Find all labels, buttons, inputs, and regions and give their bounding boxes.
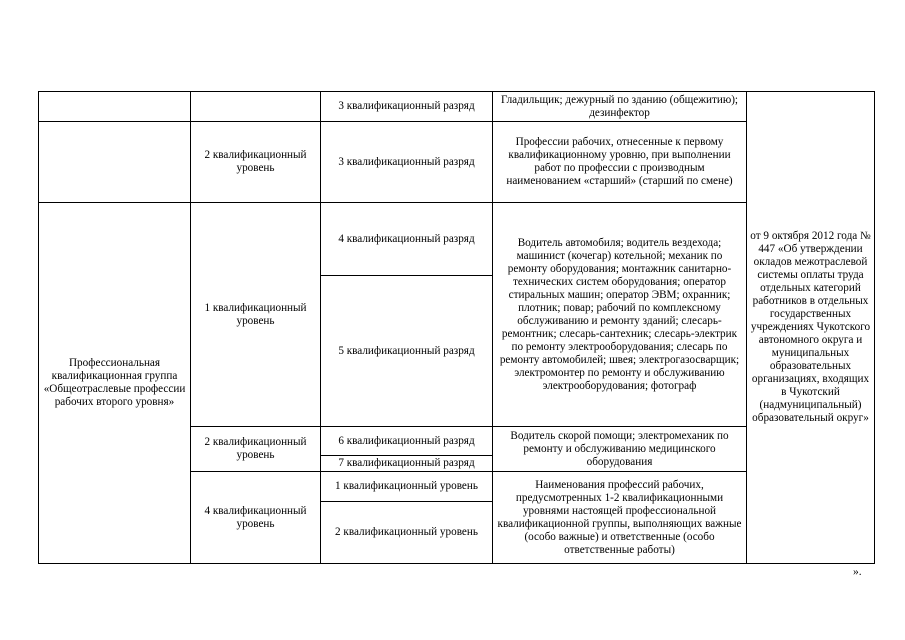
level-cell: 2 квалификационный уровень bbox=[191, 427, 321, 472]
grade-cell: 4 квалификационный разряд bbox=[321, 203, 493, 276]
closing-quote-mark: ». bbox=[853, 566, 862, 578]
level-cell: 1 квалификационный уровень bbox=[191, 203, 321, 427]
grade-cell: 3 квалификационный разряд bbox=[321, 122, 493, 203]
level-cell: 4 квалификационный уровень bbox=[191, 472, 321, 564]
professions-cell: Водитель автомобиля; водитель вездехода; машинист (кочегар) котельной; механик по ремонту оборудования; монтажник санитарно-технических систем оборудования; оператор стиральных машин; оператор ЭВМ; охранник; плотник; повар; рабочий по комплексному обслуживанию и ремонту зданий; слесарь-ремонтник; слесарь-сантехник; слесарь-электрик по ремонту электрооборудования; слесарь по ремонту автомобилей; швея; электрогазосварщик; электромонтер по ремонту и обслуживанию электрооборудования; фотограф bbox=[493, 203, 747, 427]
grade-cell: 3 квалификационный разряд bbox=[321, 92, 493, 122]
grade-cell: 7 квалификационный разряд bbox=[321, 456, 493, 472]
grade-cell: 5 квалификационный разряд bbox=[321, 276, 493, 427]
grade-cell: 1 квалификационный уровень bbox=[321, 472, 493, 502]
professions-cell: Гладильщик; дежурный по зданию (общежитию); дезинфектор bbox=[493, 92, 747, 122]
professions-cell: Водитель скорой помощи; электромеханик по ремонту и обслуживанию медицинского оборудования bbox=[493, 427, 747, 472]
order-note-cell: от 9 октября 2012 года № 447 «Об утверждении окладов межотраслевой системы оплаты труда отдельных категорий работников в отдельных государственных учреждениях Чукотского автономного округа и муниципальных образовательных организациях, входящих в Чукотский (надмуниципальный) образовательный округ» bbox=[747, 92, 875, 564]
group-cell-empty bbox=[39, 92, 191, 122]
grade-cell: 2 квалификационный уровень bbox=[321, 502, 493, 564]
professions-cell: Наименования профессий рабочих, предусмотренных 1-2 квалификационными уровнями настоящей профессиональной квалификационной группы, выполняющих важные (особо важные) и ответственные (особо ответственные работы) bbox=[493, 472, 747, 564]
grade-cell: 6 квалификационный разряд bbox=[321, 427, 493, 456]
level-cell-empty bbox=[191, 92, 321, 122]
level-cell: 2 квалификационный уровень bbox=[191, 122, 321, 203]
classification-table bbox=[38, 91, 875, 564]
table-row bbox=[39, 92, 875, 122]
group-cell: Профессиональная квалификационная группа «Общеотраслевые профессии рабочих второго уровня» bbox=[39, 203, 191, 564]
group-cell-empty bbox=[39, 122, 191, 203]
professions-cell: Профессии рабочих, отнесенные к первому квалификационному уровню, при выполнении работ по профессии с производным наименованием «старший» (старший по смене) bbox=[493, 122, 747, 203]
